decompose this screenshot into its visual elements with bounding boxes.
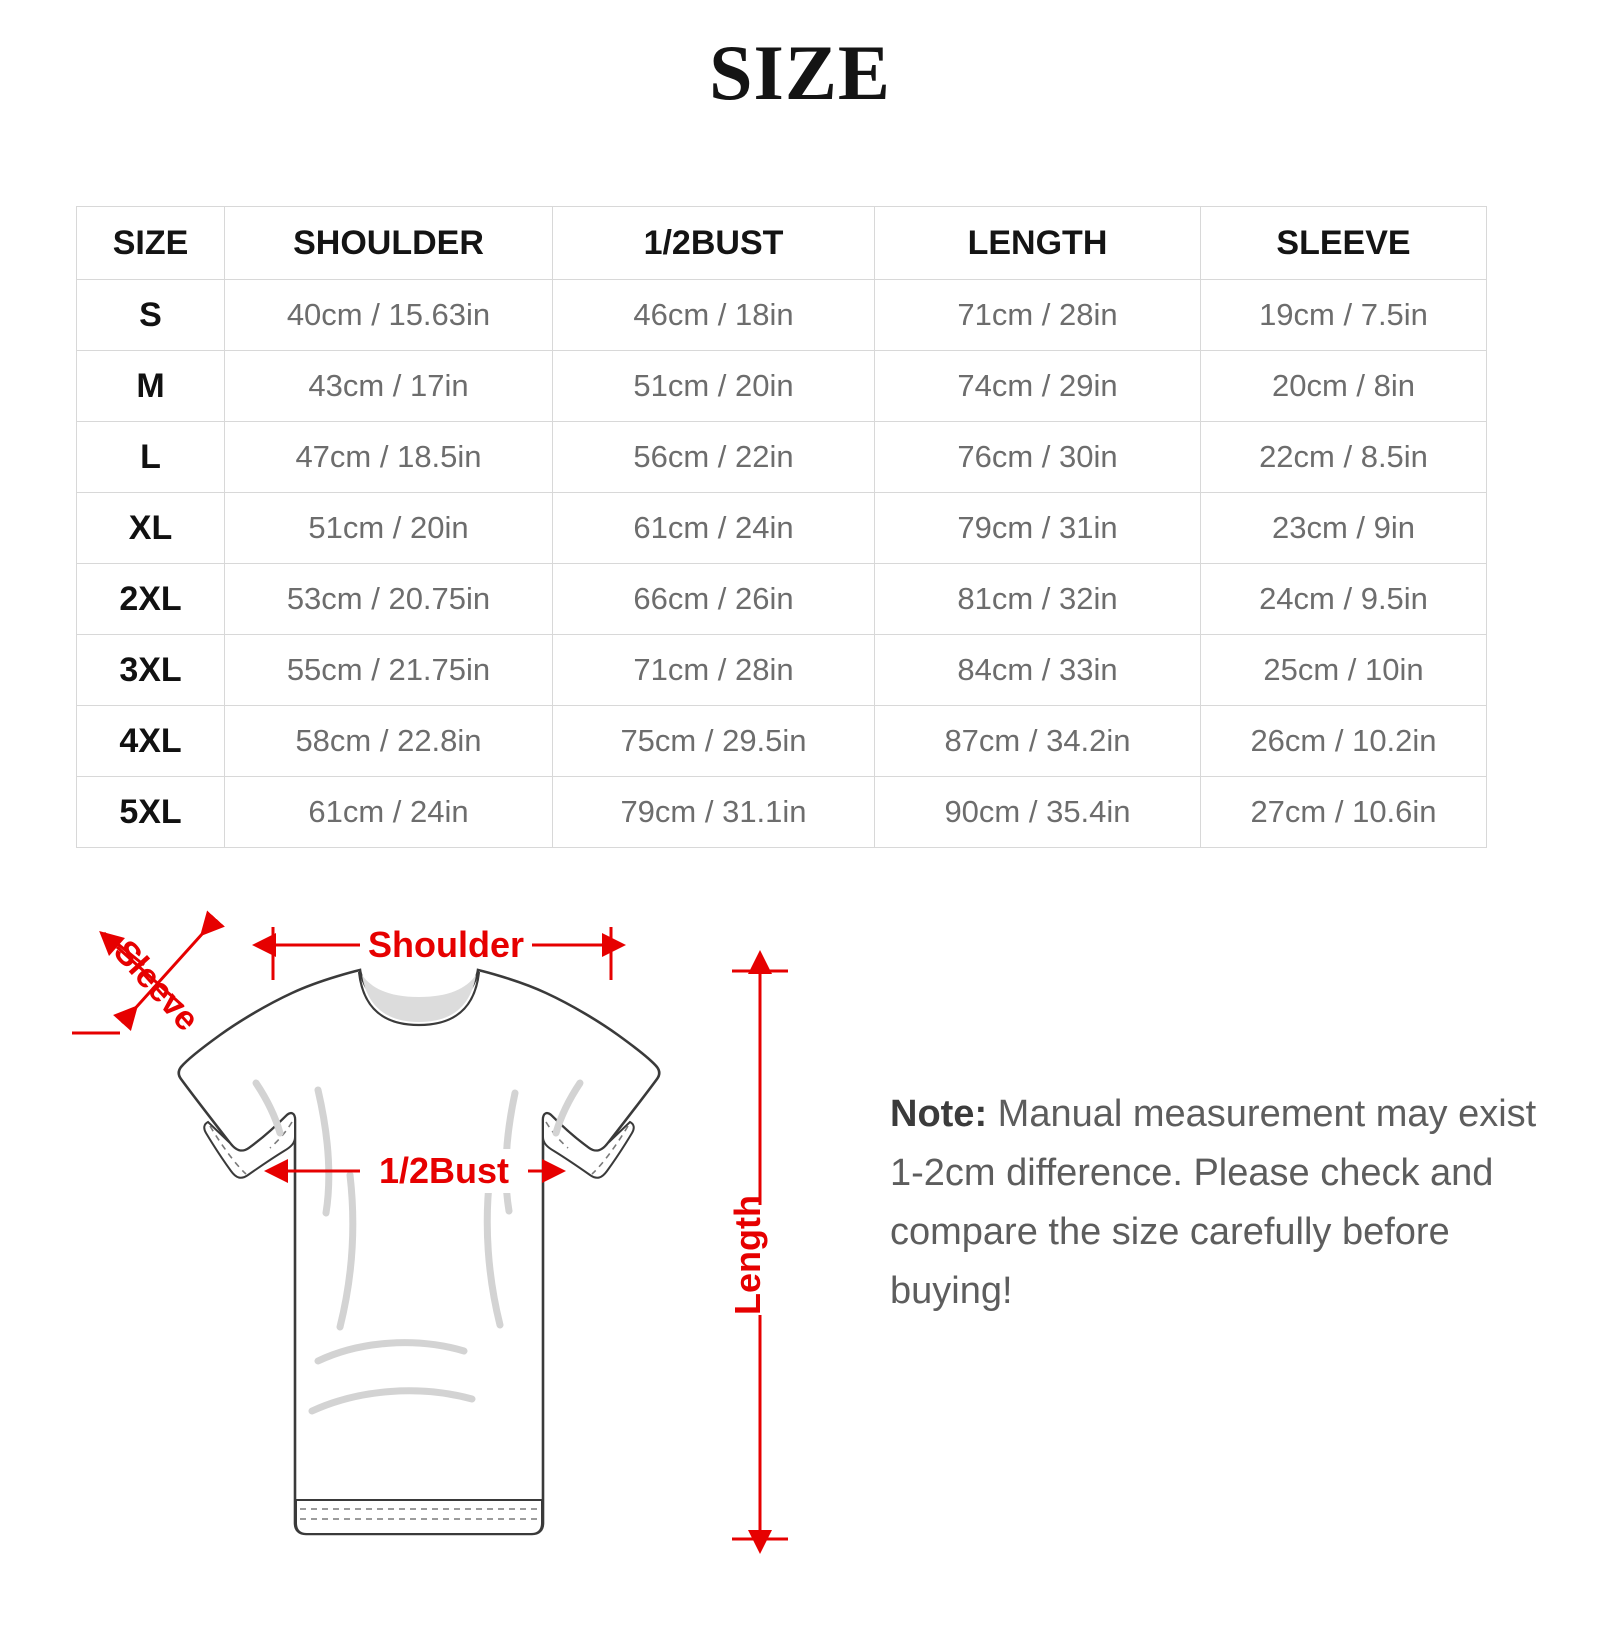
cell-size: S [77,280,225,351]
table-header-row [77,207,1487,280]
cell-size: 3XL [77,635,225,706]
bottom-hem-icon [296,1500,542,1534]
cell-sleeve: 20cm / 8in [1201,351,1487,422]
note-text: Manual measurement may exist 1-2cm difference. Please check and compare the size carefully before buying! [890,1093,1537,1312]
table-row [77,635,1487,706]
page-title: SIZE [709,29,891,116]
cell-shoulder: 55cm / 21.75in [225,635,553,706]
table-row [77,777,1487,848]
cell-sleeve: 25cm / 10in [1201,635,1487,706]
cell-bust: 51cm / 20in [553,351,875,422]
cell-length: 71cm / 28in [875,280,1201,351]
cell-shoulder: 43cm / 17in [225,351,553,422]
cell-bust: 71cm / 28in [553,635,875,706]
column-header-bust: 1/2BUST [553,207,875,280]
cell-shoulder: 53cm / 20.75in [225,564,553,635]
cell-length: 90cm / 35.4in [875,777,1201,848]
cell-size: L [77,422,225,493]
shoulder-label: Shoulder [367,924,525,965]
cell-shoulder: 58cm / 22.8in [225,706,553,777]
cell-shoulder: 47cm / 18.5in [225,422,553,493]
cell-length: 79cm / 31in [875,493,1201,564]
cell-bust: 46cm / 18in [553,280,875,351]
table-row [77,493,1487,564]
table-row [77,351,1487,422]
cell-shoulder: 51cm / 20in [225,493,553,564]
cell-sleeve: 22cm / 8.5in [1201,422,1487,493]
length-label: Length [727,1195,768,1315]
cell-bust: 75cm / 29.5in [553,706,875,777]
note-label: Note: [890,1093,988,1135]
cell-sleeve: 19cm / 7.5in [1201,280,1487,351]
cell-sleeve: 27cm / 10.6in [1201,777,1487,848]
cell-bust: 56cm / 22in [553,422,875,493]
cell-bust: 79cm / 31.1in [553,777,875,848]
cell-length: 84cm / 33in [875,635,1201,706]
cell-length: 87cm / 34.2in [875,706,1201,777]
cell-size: 4XL [77,706,225,777]
column-header-size: SIZE [77,207,225,280]
table-row [77,706,1487,777]
cell-shoulder: 61cm / 24in [225,777,553,848]
table-row [77,564,1487,635]
column-header-sleeve: SLEEVE [1201,207,1487,280]
tshirt-illustration [179,970,660,1534]
cell-size: 2XL [77,564,225,635]
column-header-length: LENGTH [875,207,1201,280]
size-chart-table [76,206,1487,848]
cell-sleeve: 26cm / 10.2in [1201,706,1487,777]
column-header-shoulder: SHOULDER [225,207,553,280]
cell-size: M [77,351,225,422]
table-row [77,280,1487,351]
sleeve-label: Sleeve [106,932,207,1039]
note-block [890,1085,1550,1321]
cell-shoulder: 40cm / 15.63in [225,280,553,351]
cell-size: XL [77,493,225,564]
cell-bust: 66cm / 26in [553,564,875,635]
cell-bust: 61cm / 24in [553,493,875,564]
bust-label: 1/2Bust [378,1150,510,1191]
cell-sleeve: 23cm / 9in [1201,493,1487,564]
tshirt-measurement-diagram [60,875,870,1605]
cell-length: 76cm / 30in [875,422,1201,493]
cell-length: 74cm / 29in [875,351,1201,422]
cell-sleeve: 24cm / 9.5in [1201,564,1487,635]
cell-length: 81cm / 32in [875,564,1201,635]
table-row [77,422,1487,493]
cell-size: 5XL [77,777,225,848]
